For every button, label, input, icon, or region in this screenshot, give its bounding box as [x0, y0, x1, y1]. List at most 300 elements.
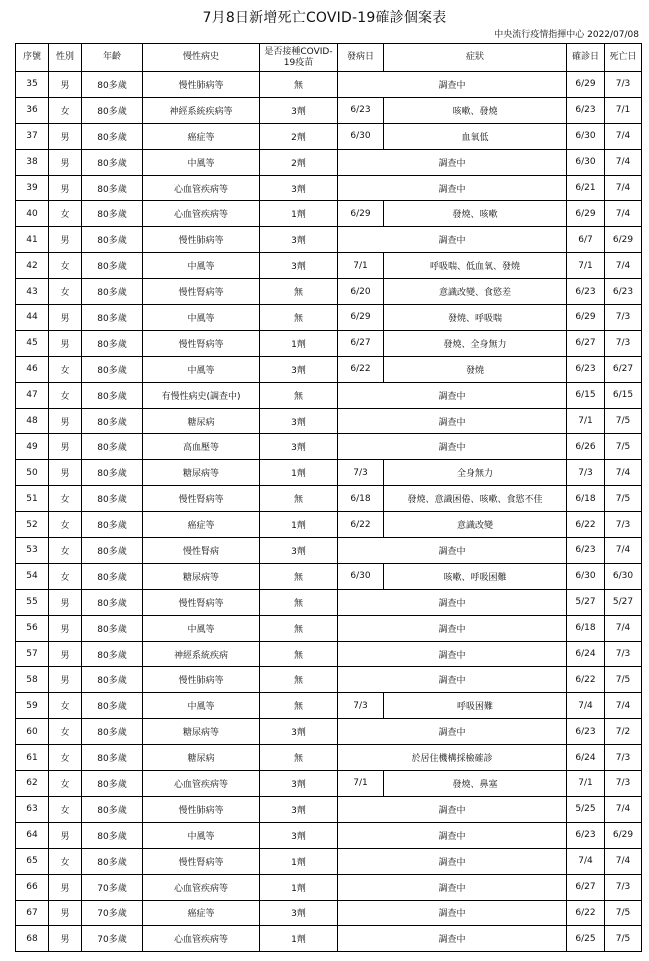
- cell-sex: 女: [49, 693, 82, 719]
- cell-symptoms: 調查中: [338, 719, 567, 745]
- cell-symptoms: 調查中: [338, 72, 567, 98]
- table-row: [16, 667, 642, 693]
- cell-age: 80多歲: [82, 253, 143, 279]
- header-onset-date: 發病日: [338, 44, 384, 72]
- cell-chronic-history: 心血管疾病等: [143, 175, 260, 201]
- cell-vaccinated: 1劑: [260, 460, 338, 486]
- cell-onset-date: 6/29: [338, 201, 384, 227]
- cell-sex: 女: [49, 745, 82, 771]
- table-row: [16, 123, 642, 149]
- cell-confirmed-date: 6/27: [567, 330, 605, 356]
- cell-symptoms: 咳嗽、發燒: [384, 97, 567, 123]
- cell-vaccinated: 3劑: [260, 771, 338, 797]
- cell-vaccinated: 無: [260, 693, 338, 719]
- cell-symptoms: 調查中: [338, 538, 567, 564]
- cell-symptoms: 調查中: [338, 615, 567, 641]
- cell-sex: 男: [49, 305, 82, 331]
- cell-number: 66: [16, 874, 49, 900]
- table-body: [16, 72, 642, 952]
- cell-symptoms: 發燒、鼻塞: [384, 771, 567, 797]
- cell-age: 80多歲: [82, 486, 143, 512]
- cell-confirmed-date: 6/22: [567, 512, 605, 538]
- cell-chronic-history: 糖尿病: [143, 408, 260, 434]
- cell-confirmed-date: 6/30: [567, 149, 605, 175]
- cell-vaccinated: 1劑: [260, 512, 338, 538]
- cell-chronic-history: 慢性肺病等: [143, 227, 260, 253]
- cell-sex: 女: [49, 563, 82, 589]
- cell-symptoms: 調查中: [338, 434, 567, 460]
- cell-confirmed-date: 6/18: [567, 615, 605, 641]
- cell-age: 80多歲: [82, 279, 143, 305]
- cell-chronic-history: 慢性肺病等: [143, 72, 260, 98]
- cell-sex: 女: [49, 201, 82, 227]
- cell-chronic-history: 中風等: [143, 149, 260, 175]
- table-row: [16, 227, 642, 253]
- cell-number: 68: [16, 926, 49, 952]
- cell-onset-date: 7/1: [338, 253, 384, 279]
- cell-confirmed-date: 6/24: [567, 745, 605, 771]
- header-symptoms: 症狀: [384, 44, 567, 72]
- cell-chronic-history: 中風等: [143, 615, 260, 641]
- cell-age: 80多歲: [82, 330, 143, 356]
- cell-vaccinated: 無: [260, 382, 338, 408]
- cell-symptoms: 調查中: [338, 900, 567, 926]
- table-row: [16, 201, 642, 227]
- cell-vaccinated: 3劑: [260, 796, 338, 822]
- cell-death-date: 6/29: [605, 227, 642, 253]
- cell-confirmed-date: 6/29: [567, 305, 605, 331]
- cell-symptoms: 全身無力: [384, 460, 567, 486]
- cell-chronic-history: 慢性腎病等: [143, 848, 260, 874]
- cell-chronic-history: 中風等: [143, 693, 260, 719]
- cell-chronic-history: 癌症等: [143, 900, 260, 926]
- table-row: [16, 253, 642, 279]
- cell-vaccinated: 無: [260, 667, 338, 693]
- cell-number: 39: [16, 175, 49, 201]
- cell-confirmed-date: 7/1: [567, 253, 605, 279]
- cell-sex: 男: [49, 615, 82, 641]
- cell-age: 80多歲: [82, 149, 143, 175]
- cell-age: 80多歲: [82, 822, 143, 848]
- cell-sex: 男: [49, 926, 82, 952]
- cell-death-date: 7/3: [605, 330, 642, 356]
- cell-number: 50: [16, 460, 49, 486]
- cell-number: 54: [16, 563, 49, 589]
- cell-chronic-history: 心血管疾病等: [143, 771, 260, 797]
- cell-vaccinated: 無: [260, 72, 338, 98]
- cell-sex: 女: [49, 719, 82, 745]
- cell-confirmed-date: 6/27: [567, 874, 605, 900]
- cell-age: 80多歲: [82, 641, 143, 667]
- header-chronic-history: 慢性病史: [143, 44, 260, 72]
- cell-symptoms: 發燒、咳嗽: [384, 201, 567, 227]
- cell-age: 80多歲: [82, 227, 143, 253]
- cell-age: 70多歲: [82, 926, 143, 952]
- cell-chronic-history: 心血管疾病等: [143, 926, 260, 952]
- cell-age: 80多歲: [82, 382, 143, 408]
- cell-death-date: 7/4: [605, 848, 642, 874]
- cell-number: 55: [16, 589, 49, 615]
- cell-symptoms: 調查中: [338, 796, 567, 822]
- table-header-row: [16, 44, 642, 72]
- cell-number: 63: [16, 796, 49, 822]
- cell-confirmed-date: 6/29: [567, 201, 605, 227]
- cell-death-date: 7/5: [605, 434, 642, 460]
- table-row: [16, 693, 642, 719]
- cell-age: 80多歲: [82, 512, 143, 538]
- cell-symptoms: 調查中: [338, 641, 567, 667]
- cell-confirmed-date: 6/18: [567, 486, 605, 512]
- cell-sex: 女: [49, 771, 82, 797]
- cell-chronic-history: 高血壓等: [143, 434, 260, 460]
- cell-death-date: 7/4: [605, 796, 642, 822]
- table-row: [16, 796, 642, 822]
- cell-onset-date: 7/1: [338, 771, 384, 797]
- cell-vaccinated: 2劑: [260, 149, 338, 175]
- cell-confirmed-date: 6/22: [567, 900, 605, 926]
- cell-sex: 女: [49, 538, 82, 564]
- cell-chronic-history: 癌症等: [143, 512, 260, 538]
- cell-onset-date: 6/22: [338, 356, 384, 382]
- cell-vaccinated: 1劑: [260, 926, 338, 952]
- cell-age: 80多歲: [82, 563, 143, 589]
- cell-sex: 女: [49, 97, 82, 123]
- cell-number: 46: [16, 356, 49, 382]
- cell-number: 62: [16, 771, 49, 797]
- cell-age: 80多歲: [82, 538, 143, 564]
- cell-sex: 男: [49, 434, 82, 460]
- cell-death-date: 7/3: [605, 874, 642, 900]
- cell-confirmed-date: 6/23: [567, 822, 605, 848]
- cell-confirmed-date: 7/4: [567, 693, 605, 719]
- cell-vaccinated: 3劑: [260, 408, 338, 434]
- table-row: [16, 408, 642, 434]
- cell-onset-date: 6/18: [338, 486, 384, 512]
- cell-death-date: 6/27: [605, 356, 642, 382]
- cell-death-date: 7/3: [605, 72, 642, 98]
- table-row: [16, 486, 642, 512]
- cell-symptoms: 發燒: [384, 356, 567, 382]
- cell-age: 80多歲: [82, 72, 143, 98]
- cell-number: 64: [16, 822, 49, 848]
- cell-sex: 女: [49, 253, 82, 279]
- cell-vaccinated: 3劑: [260, 356, 338, 382]
- cell-chronic-history: 中風等: [143, 305, 260, 331]
- cell-chronic-history: 中風等: [143, 356, 260, 382]
- cell-age: 80多歲: [82, 667, 143, 693]
- cell-symptoms: 意識改變: [384, 512, 567, 538]
- table-row: [16, 822, 642, 848]
- table-row: [16, 926, 642, 952]
- cell-symptoms: 調查中: [338, 848, 567, 874]
- cell-death-date: 7/3: [605, 641, 642, 667]
- cell-vaccinated: 3劑: [260, 900, 338, 926]
- cell-number: 47: [16, 382, 49, 408]
- cell-number: 60: [16, 719, 49, 745]
- cell-age: 80多歲: [82, 615, 143, 641]
- cell-vaccinated: 1劑: [260, 330, 338, 356]
- table-row: [16, 175, 642, 201]
- cell-chronic-history: 心血管疾病等: [143, 201, 260, 227]
- table-row: [16, 512, 642, 538]
- cell-number: 35: [16, 72, 49, 98]
- cell-number: 49: [16, 434, 49, 460]
- cell-age: 70多歲: [82, 874, 143, 900]
- cell-death-date: 7/5: [605, 408, 642, 434]
- cell-vaccinated: 3劑: [260, 227, 338, 253]
- cell-sex: 女: [49, 848, 82, 874]
- cell-age: 80多歲: [82, 589, 143, 615]
- death-cases-table: [15, 43, 642, 952]
- table-row: [16, 848, 642, 874]
- cell-number: 52: [16, 512, 49, 538]
- cell-confirmed-date: 6/24: [567, 641, 605, 667]
- cell-confirmed-date: 6/30: [567, 123, 605, 149]
- cell-vaccinated: 1劑: [260, 848, 338, 874]
- cell-sex: 男: [49, 227, 82, 253]
- cell-number: 37: [16, 123, 49, 149]
- cell-age: 80多歲: [82, 796, 143, 822]
- cell-death-date: 6/15: [605, 382, 642, 408]
- cell-sex: 男: [49, 667, 82, 693]
- cell-number: 43: [16, 279, 49, 305]
- cell-symptoms: 調查中: [338, 408, 567, 434]
- cell-number: 40: [16, 201, 49, 227]
- table-row: [16, 719, 642, 745]
- cell-number: 67: [16, 900, 49, 926]
- cell-confirmed-date: 6/23: [567, 356, 605, 382]
- cell-chronic-history: 中風等: [143, 253, 260, 279]
- cell-number: 56: [16, 615, 49, 641]
- cell-sex: 女: [49, 512, 82, 538]
- cell-number: 36: [16, 97, 49, 123]
- source-and-date: 中央流行疫情指揮中心 2022/07/08: [494, 30, 639, 40]
- cell-vaccinated: 3劑: [260, 434, 338, 460]
- cell-chronic-history: 神經系統疾病等: [143, 97, 260, 123]
- table-row: [16, 745, 642, 771]
- table-row: [16, 641, 642, 667]
- cell-symptoms: 調查中: [338, 589, 567, 615]
- cell-vaccinated: 3劑: [260, 822, 338, 848]
- cell-vaccinated: 1劑: [260, 201, 338, 227]
- cell-confirmed-date: 6/21: [567, 175, 605, 201]
- table-row: [16, 97, 642, 123]
- cell-death-date: 7/3: [605, 745, 642, 771]
- cell-chronic-history: 慢性腎病等: [143, 589, 260, 615]
- cell-age: 80多歲: [82, 460, 143, 486]
- cell-vaccinated: 3劑: [260, 538, 338, 564]
- cell-death-date: 7/4: [605, 201, 642, 227]
- cell-confirmed-date: 7/3: [567, 460, 605, 486]
- cell-death-date: 7/4: [605, 538, 642, 564]
- cell-age: 80多歲: [82, 693, 143, 719]
- cell-chronic-history: 糖尿病等: [143, 719, 260, 745]
- cell-symptoms: 調查中: [338, 382, 567, 408]
- cell-confirmed-date: 6/25: [567, 926, 605, 952]
- cell-symptoms: 調查中: [338, 175, 567, 201]
- cell-vaccinated: 無: [260, 615, 338, 641]
- cell-symptoms: 發燒、全身無力: [384, 330, 567, 356]
- cell-chronic-history: 糖尿病: [143, 745, 260, 771]
- cell-confirmed-date: 6/26: [567, 434, 605, 460]
- cell-confirmed-date: 5/25: [567, 796, 605, 822]
- cell-number: 51: [16, 486, 49, 512]
- cell-onset-date: 6/22: [338, 512, 384, 538]
- cell-confirmed-date: 6/30: [567, 563, 605, 589]
- cell-age: 80多歲: [82, 408, 143, 434]
- cell-death-date: 5/27: [605, 589, 642, 615]
- cell-sex: 男: [49, 641, 82, 667]
- cell-sex: 男: [49, 72, 82, 98]
- header-vaccinated: 是否接種COVID-19疫苗: [260, 44, 338, 72]
- cell-vaccinated: 無: [260, 563, 338, 589]
- header-number: 序號: [16, 44, 49, 72]
- table-row: [16, 900, 642, 926]
- cell-number: 58: [16, 667, 49, 693]
- cell-number: 42: [16, 253, 49, 279]
- cell-symptoms: 於居住機構採檢確診: [338, 745, 567, 771]
- cell-number: 45: [16, 330, 49, 356]
- header-death-date: 死亡日: [605, 44, 642, 72]
- table-row: [16, 589, 642, 615]
- cell-confirmed-date: 7/1: [567, 408, 605, 434]
- cell-age: 70多歲: [82, 900, 143, 926]
- header-confirmed-date: 確診日: [567, 44, 605, 72]
- cell-number: 53: [16, 538, 49, 564]
- cell-symptoms: 咳嗽、呼吸困難: [384, 563, 567, 589]
- cell-confirmed-date: 6/29: [567, 72, 605, 98]
- cell-chronic-history: 慢性肺病等: [143, 796, 260, 822]
- cell-death-date: 6/29: [605, 822, 642, 848]
- table-row: [16, 149, 642, 175]
- cell-death-date: 7/4: [605, 253, 642, 279]
- cell-symptoms: 調查中: [338, 822, 567, 848]
- cell-vaccinated: 2劑: [260, 123, 338, 149]
- cell-onset-date: 7/3: [338, 460, 384, 486]
- cell-death-date: 7/2: [605, 719, 642, 745]
- cell-death-date: 6/23: [605, 279, 642, 305]
- cell-number: 59: [16, 693, 49, 719]
- table-row: [16, 330, 642, 356]
- cell-number: 61: [16, 745, 49, 771]
- table-row: [16, 563, 642, 589]
- cell-onset-date: 7/3: [338, 693, 384, 719]
- cell-number: 65: [16, 848, 49, 874]
- table-row: [16, 460, 642, 486]
- cell-vaccinated: 無: [260, 745, 338, 771]
- cell-sex: 男: [49, 460, 82, 486]
- cell-chronic-history: 癌症等: [143, 123, 260, 149]
- cell-age: 80多歲: [82, 175, 143, 201]
- cell-vaccinated: 無: [260, 486, 338, 512]
- cell-death-date: 7/4: [605, 175, 642, 201]
- cell-age: 80多歲: [82, 434, 143, 460]
- cell-onset-date: 6/23: [338, 97, 384, 123]
- cell-number: 57: [16, 641, 49, 667]
- cell-sex: 男: [49, 822, 82, 848]
- cell-vaccinated: 3劑: [260, 719, 338, 745]
- cell-vaccinated: 3劑: [260, 97, 338, 123]
- cell-age: 80多歲: [82, 719, 143, 745]
- cell-vaccinated: 1劑: [260, 874, 338, 900]
- table-row: [16, 305, 642, 331]
- cell-death-date: 7/4: [605, 123, 642, 149]
- cell-age: 80多歲: [82, 201, 143, 227]
- table-row: [16, 771, 642, 797]
- cell-vaccinated: 無: [260, 641, 338, 667]
- cell-number: 44: [16, 305, 49, 331]
- cell-symptoms: 調查中: [338, 667, 567, 693]
- cell-confirmed-date: 6/15: [567, 382, 605, 408]
- cell-confirmed-date: 7/4: [567, 848, 605, 874]
- cell-chronic-history: 慢性腎病等: [143, 330, 260, 356]
- cell-vaccinated: 3劑: [260, 175, 338, 201]
- cell-chronic-history: 糖尿病等: [143, 563, 260, 589]
- cell-death-date: 7/3: [605, 305, 642, 331]
- cell-symptoms: 調查中: [338, 926, 567, 952]
- table-row: [16, 382, 642, 408]
- cell-chronic-history: 慢性腎病: [143, 538, 260, 564]
- cell-sex: 男: [49, 874, 82, 900]
- cell-confirmed-date: 6/23: [567, 719, 605, 745]
- cell-death-date: 7/1: [605, 97, 642, 123]
- cell-number: 48: [16, 408, 49, 434]
- cell-confirmed-date: 6/23: [567, 538, 605, 564]
- cell-chronic-history: 心血管疾病等: [143, 874, 260, 900]
- cell-sex: 男: [49, 330, 82, 356]
- cell-sex: 女: [49, 486, 82, 512]
- cell-symptoms: 調查中: [338, 227, 567, 253]
- cell-onset-date: 6/30: [338, 563, 384, 589]
- cell-number: 41: [16, 227, 49, 253]
- cell-confirmed-date: 6/23: [567, 97, 605, 123]
- cell-vaccinated: 3劑: [260, 253, 338, 279]
- cell-chronic-history: 慢性肺病等: [143, 667, 260, 693]
- cell-sex: 女: [49, 382, 82, 408]
- cell-death-date: 6/30: [605, 563, 642, 589]
- cell-sex: 男: [49, 149, 82, 175]
- cell-symptoms: 發燒、呼吸喘: [384, 305, 567, 331]
- cell-confirmed-date: 7/1: [567, 771, 605, 797]
- cell-onset-date: 6/20: [338, 279, 384, 305]
- cell-confirmed-date: 5/27: [567, 589, 605, 615]
- page-title: 7月8日新增死亡COVID-19確診個案表: [202, 10, 447, 26]
- cell-chronic-history: 慢性腎病等: [143, 279, 260, 305]
- cell-age: 80多歲: [82, 745, 143, 771]
- table-row: [16, 434, 642, 460]
- cell-death-date: 7/3: [605, 771, 642, 797]
- cell-sex: 男: [49, 408, 82, 434]
- cell-symptoms: 呼吸困難: [384, 693, 567, 719]
- cell-death-date: 7/5: [605, 900, 642, 926]
- table-row: [16, 615, 642, 641]
- cell-sex: 女: [49, 279, 82, 305]
- cell-death-date: 7/3: [605, 512, 642, 538]
- cell-onset-date: 6/29: [338, 305, 384, 331]
- cell-age: 80多歲: [82, 848, 143, 874]
- cell-sex: 女: [49, 796, 82, 822]
- cell-onset-date: 6/30: [338, 123, 384, 149]
- cell-symptoms: 血氧低: [384, 123, 567, 149]
- cell-death-date: 7/5: [605, 667, 642, 693]
- cell-age: 80多歲: [82, 97, 143, 123]
- cell-confirmed-date: 6/22: [567, 667, 605, 693]
- cell-death-date: 7/4: [605, 693, 642, 719]
- cell-sex: 男: [49, 589, 82, 615]
- cell-death-date: 7/4: [605, 149, 642, 175]
- cell-sex: 男: [49, 900, 82, 926]
- table-row: [16, 356, 642, 382]
